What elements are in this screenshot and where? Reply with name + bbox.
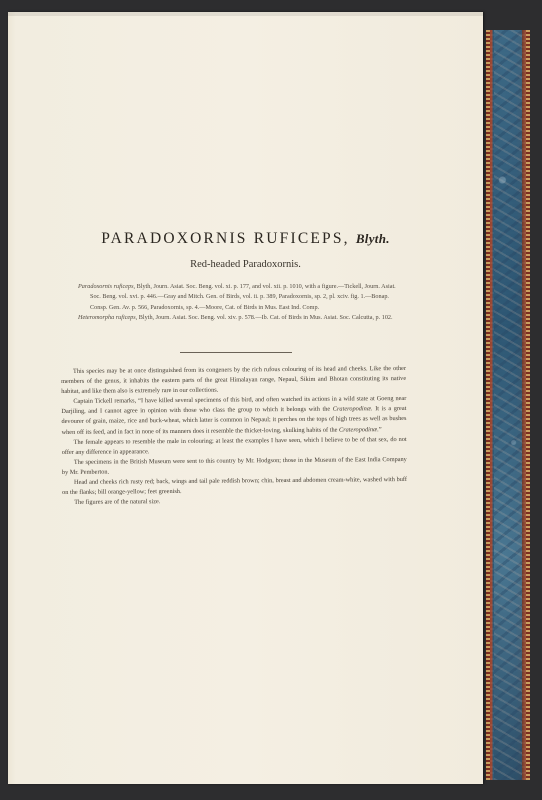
paragraph [61,394,406,437]
quote-part: Captain Tickell remarks, “I have killed several specimens of this bird, and often watched its actions in a wild state at Goeng near Darjiling, and I cannot agree in opinion with those who class the group to which it belongs with the [61,395,407,416]
reference-text: Blyth, Journ. Asiat. Soc. Beng. vol. xi. p. 177, and vol. xii. p. 1010, with a figure.—Tickell, Journ. Asiat. Soc. Beng. vol. xvi. p. 446.—Gray and Mitch. Gen. of Birds, vol. ii. p. 389, Paradoxornis, sp. 2, pl. xciv. fig. 1.—Bonap. Consp. Gen. Av. p. 566, Paradoxornis, sp. 4.—Moore, Cat. of Birds in Mus. East Ind. Comp. [90,283,396,311]
quote-italic: Crateropodinæ. [332,405,373,414]
synonymy-references [78,282,398,323]
page-title [8,230,483,248]
species-author: Blyth. [355,231,390,246]
reference-entry [78,313,398,323]
marbled-book-edge [486,30,530,780]
marbled-pattern [494,30,522,780]
paragraph: This species may be at once distinguished from its congeners by the rich rufous colouring of its head and cheeks. Like the other members of the genus, it inhabits the eastern parts of the great Himalayan range, Nepaul, Sikim and Bhotan constituting its native habitat, and like them also is extremely rare in our collections. [61,364,407,396]
reference-name: Heteromorpha ruficeps, [78,313,138,321]
page-content [8,12,483,784]
description-text [61,364,407,508]
paragraph: Head and cheeks rich rusty red; back, wings and tail pale reddish brown; chin, breast and abdomen cream-white, washed with buff on the flanks; bill orange-yellow; feet greenish. [62,476,408,497]
reference-name: Paradoxornis ruficeps, [78,283,136,290]
quote-part: It is a great devourer of grain, maize, rice and buck-wheat, which latter is common in Nepaul; it perches on the tops of high trees as well as bushes when off its feed, and in fact in none of its manners does it resemble the thicket-loving, skulking habits of the [61,405,407,436]
paragraph: The specimens in the British Museum were sent to this country by Mr. Hodgson; those in the Museum of the East India Company by Mr. Pemberton. [61,455,407,476]
quote-close: ” [378,425,382,433]
section-divider [180,352,292,353]
gilt-band-left [486,30,490,780]
reference-entry [78,282,398,313]
common-name: Red-headed Paradoxornis. [190,259,301,270]
paragraph: The female appears to resemble the male in colouring; at least the examples I have seen, which I believe to be of that sex, do not offer any difference in appearance. [61,435,407,456]
gilt-band-right [526,30,530,780]
quote-italic: Crateropodinæ. [338,425,379,434]
species-name: PARADOXORNIS RUFICEPS, [101,230,350,247]
page-top-shadow [8,12,483,16]
book-page [8,12,483,784]
paragraph: The figures are of the natural size. [74,498,161,507]
reference-text: Blyth, Journ. Asiat. Soc. Beng. vol. xiv. p. 578.—Ib. Cat. of Birds in Mus. Asiat. Soc. Calcutta, p. 102. [137,313,393,321]
